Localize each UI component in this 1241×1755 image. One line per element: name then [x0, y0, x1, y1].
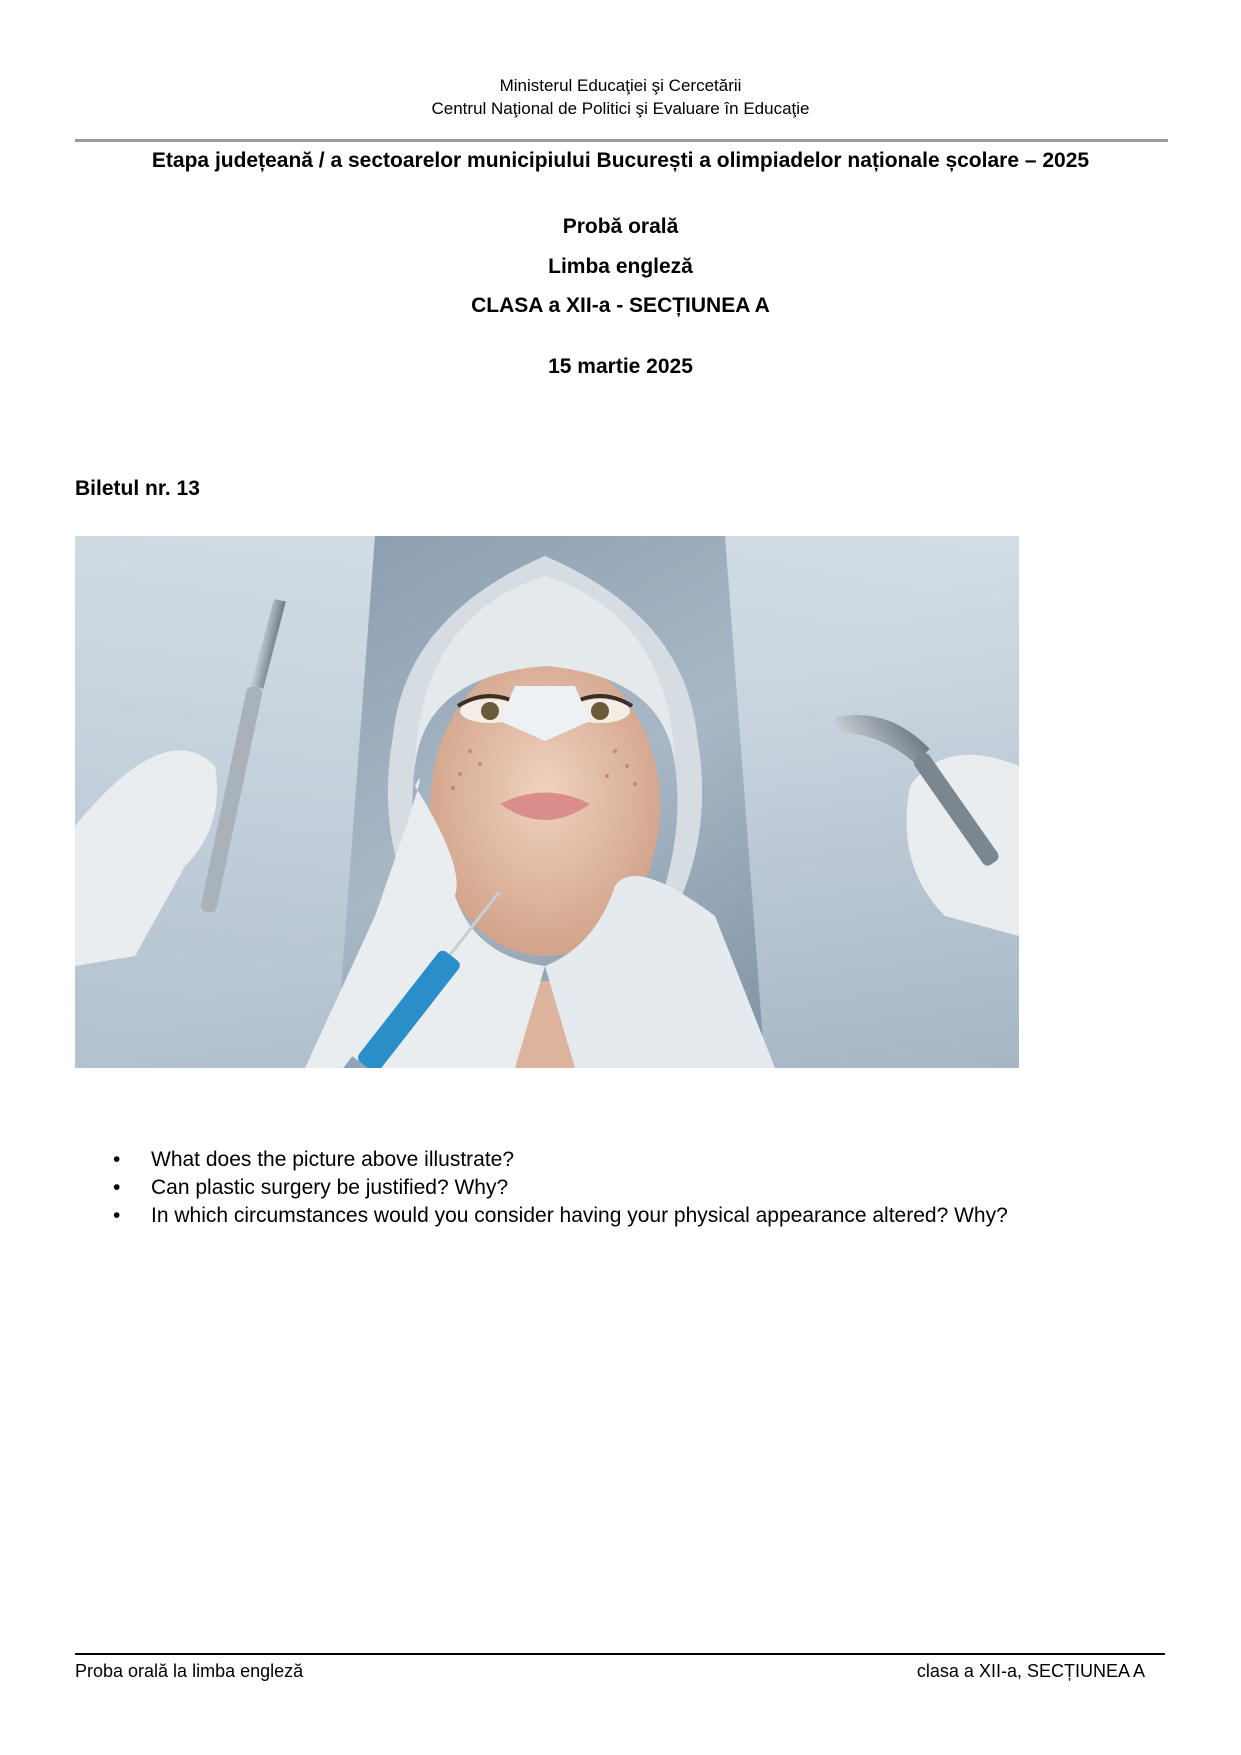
- bullet-icon: •: [113, 1148, 121, 1171]
- exam-type: Probă orală: [562, 215, 679, 238]
- question-list: [113, 1146, 1173, 1230]
- footer-class-label: clasa a XII-a, SECȚIUNEA A: [916, 1661, 1145, 1681]
- header-divider: [75, 139, 1168, 142]
- question-text: In which circumstances would you consider having your physical appearance altered? Why?: [151, 1204, 1008, 1227]
- question-item: [113, 1202, 1173, 1230]
- exam-date: 15 martie 2025: [548, 355, 693, 378]
- question-item: [113, 1174, 1173, 1202]
- ticket-number: Biletul nr. 13: [75, 477, 200, 500]
- bullet-icon: •: [113, 1204, 121, 1227]
- question-text: What does the picture above illustrate?: [151, 1148, 515, 1171]
- footer-divider: [75, 1653, 1165, 1655]
- question-item: [113, 1146, 1173, 1174]
- ministry-name: Ministerul Educaţiei şi Cercetării: [499, 76, 742, 95]
- exam-subject: Limba engleză: [548, 255, 693, 278]
- competition-stage-title: Etapa județeană / a sectoarelor municipiului București a olimpiadelor naționale școlare – 2025: [151, 149, 1090, 172]
- question-text: Can plastic surgery be justified? Why?: [151, 1176, 509, 1199]
- plastic-surgery-photo: [75, 536, 1019, 1068]
- bullet-icon: •: [113, 1176, 121, 1199]
- evaluation-center-name: Centrul Naţional de Politici şi Evaluare în Educaţie: [431, 99, 810, 118]
- footer-exam-label: Proba orală la limba engleză: [75, 1661, 304, 1681]
- class-section: CLASA a XII-a - SECȚIUNEA A: [471, 294, 770, 317]
